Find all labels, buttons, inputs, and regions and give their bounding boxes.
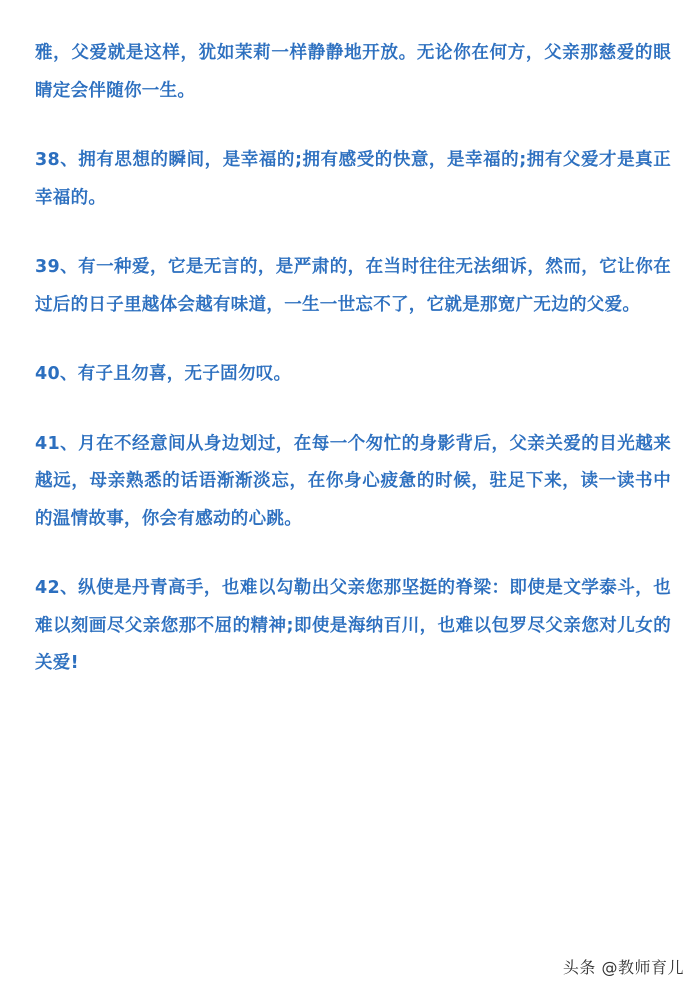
source-watermark: 头条 @教师育儿 [562, 958, 684, 977]
article-body [35, 35, 671, 683]
paragraph-39: 39、有一种爱，它是无言的，是严肃的，在当时往往无法细诉，然而，它让你在过后的日子里越体会越有味道，一生一世忘不了，它就是那宽广无边的父爱。 [35, 257, 671, 315]
paragraph-41: 41、月在不经意间从身边划过，在每一个匆忙的身影背后，父亲关爱的目光越来越远，母亲熟悉的话语渐渐淡忘，在你身心疲惫的时候，驻足下来，读一读书中的温情故事，你会有感动的心跳。 [35, 433, 671, 529]
paragraph-42: 42、纵使是丹青高手，也难以勾勒出父亲您那坚挺的脊梁：即使是文学泰斗，也难以刻画尽父亲您那不屈的精神;即使是海纳百川，也难以包罗尽父亲您对儿女的关爱! [35, 578, 671, 673]
paragraph-38: 38、拥有思想的瞬间，是幸福的;拥有感受的快意，是幸福的;拥有父爱才是真正幸福的。 [35, 150, 671, 208]
paragraph-40: 40、有子且勿喜，无子固勿叹。 [35, 364, 292, 384]
paragraph-intro: 雅，父爱就是这样，犹如茉莉一样静静地开放。无论你在何方，父亲那慈爱的眼睛定会伴随你一生。 [35, 43, 671, 101]
